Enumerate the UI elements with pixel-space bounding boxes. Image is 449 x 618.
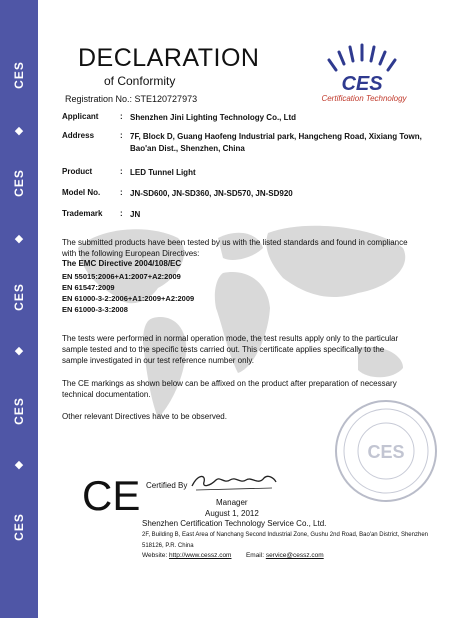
field-label: Model No. — [62, 188, 101, 197]
certified-by-label: Certified By — [146, 481, 188, 490]
standard-item: EN 61000-3-3:2008 — [62, 305, 128, 314]
standards-list — [62, 271, 194, 315]
field-label: Trademark — [62, 209, 103, 218]
issuer-contacts: Website: http://www.cessz.com Email: service@cessz.com — [142, 552, 324, 559]
page-title: DECLARATION — [78, 44, 260, 72]
field-label: Address — [62, 131, 95, 140]
logo-text: CES — [341, 73, 383, 95]
field-value: LED Tunnel Light — [130, 168, 196, 177]
ces-logo — [296, 34, 436, 104]
other-directives-text: Other relevant Directives have to be observed. — [62, 412, 227, 421]
logo-tagline: Certification Technology — [321, 94, 407, 103]
sidebar-label: CES — [12, 169, 26, 197]
issuer-company: Shenzhen Certification Technology Service Co., Ltd. — [142, 519, 327, 528]
email-link[interactable]: service@cessz.com — [265, 552, 324, 559]
field-value: JN — [130, 210, 141, 219]
left-sidebar — [0, 0, 38, 618]
diamond-icon: ◆ — [14, 233, 24, 245]
certificate-sheet: DECLARATION of Conformity Registration No.: STE120727973 CES Certification Technology Applicant : Shenzhen Jini Lighting Technology Co., Ltd Address : 7F, Block D, Guang Haofeng Industrial park, Hangcheng Road, Xixiang Town, Bao'an Dist., Shenzhen, China Product : LED Tunnel Light Model No. : JN-SD600, JN-SD360, JN-SD570, JN-SD920 Trademark : JN The submitted products have been tested by us with the listed standards and found in compliance with the following European Directives: The EMC Directive 2004/108/EC EN 55015:2006+A1:2007+A2:2009 EN 61547:2009 EN 61000-3-2:2006+A1:2009+A2:2009 EN 61000-3-3:2008 The tests were performed in normal operation mode, the test results apply only to the particular sample tested and to the specific tests carried out. This certificate applies specifically to the sample investigated in our test reference number only. The CE markings as shown below can be affixed on the product after preparation of necessary technical documentation. Other relevant Directives have to be observed. CES CE Certified By Manager August 1, 2012 Shenzhen Certification Technology Service Co., Ltd. 2F, Building B, East Area of Nanchang Second Industrial Zone, Gushu 2nd Road, Bao'an District, Shenzhen 518126, P.R. China Website: http://www.cessz.com Email: service@cessz.com — [38, 0, 449, 618]
diamond-icon: ◆ — [14, 459, 24, 471]
ces-stamp — [333, 398, 439, 504]
website-link[interactable]: http://www.cessz.com — [168, 552, 232, 559]
ce-marking-text: The CE markings as shown below can be affixed on the product after preparation of necessary technical documentation. — [62, 379, 397, 399]
standard-item: EN 61000-3-2:2006+A1:2009+A2:2009 — [62, 294, 195, 303]
diamond-icon: ◆ — [14, 125, 24, 137]
registration-number: Registration No.: STE120727973 — [65, 94, 198, 104]
sidebar-label: CES — [12, 513, 26, 541]
standard-item: EN 61547:2009 — [62, 283, 115, 292]
stamp-text: CES — [367, 442, 405, 462]
signature — [188, 468, 280, 496]
page-subtitle: of Conformity — [104, 74, 176, 88]
ce-mark-icon — [82, 472, 140, 514]
tests-text: The tests were performed in normal operation mode, the test results apply only to the particular sample tested and to the specific tests carried out. This certificate applies specifically to the sample investigated in our test reference number only. — [62, 334, 399, 365]
svg-text:CE: CE — [82, 472, 140, 514]
issue-date: August 1, 2012 — [205, 509, 259, 518]
field-value: JN-SD600, JN-SD360, JN-SD570, JN-SD920 — [130, 189, 293, 198]
field-value: 7F, Block D, Guang Haofeng Industrial park, Hangcheng Road, Xixiang Town, Bao'an Dist., Shenzhen, China — [130, 132, 422, 153]
sidebar-label: CES — [12, 61, 26, 89]
intro-text: The submitted products have been tested by us with the listed standards and found in compliance with the following European Directives: — [62, 238, 408, 258]
directive-title: The EMC Directive 2004/108/EC — [62, 259, 182, 268]
field-label: Applicant — [62, 112, 99, 121]
sidebar-label: CES — [12, 397, 26, 425]
issuer-address: 2F, Building B, East Area of Nanchang Second Industrial Zone, Gushu 2nd Road, Bao'an District, Shenzhen 518126, P.R. China — [142, 532, 428, 549]
field-label: Product — [62, 167, 93, 176]
signer-role: Manager — [216, 498, 248, 507]
sidebar-label: CES — [12, 283, 26, 311]
diamond-icon: ◆ — [14, 345, 24, 357]
field-value: Shenzhen Jini Lighting Technology Co., Ltd — [130, 113, 297, 122]
standard-item: EN 55015:2006+A1:2007+A2:2009 — [62, 272, 181, 281]
